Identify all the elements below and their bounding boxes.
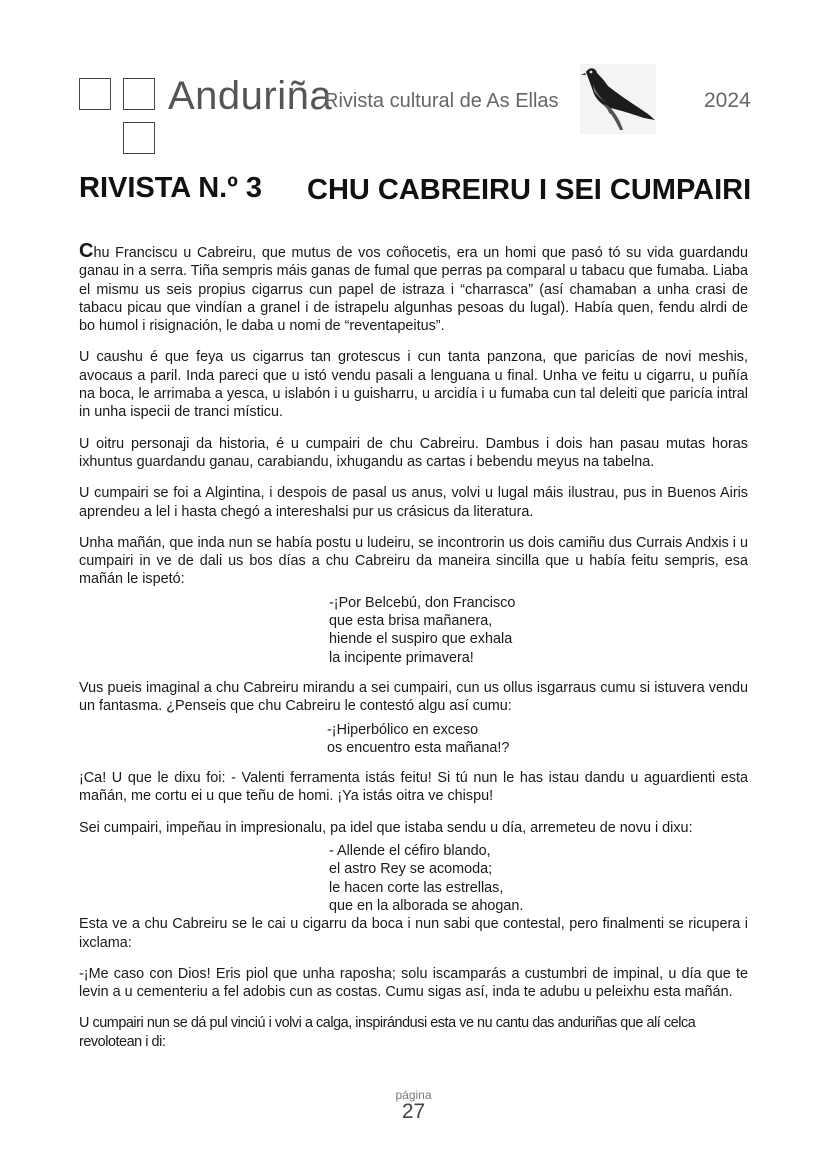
page-label: página (395, 1088, 432, 1102)
verse-block (79, 721, 748, 758)
paragraph (79, 240, 748, 335)
year-label: 2024 (704, 89, 751, 112)
drop-cap: C (79, 240, 94, 262)
decor-square-2 (123, 78, 155, 110)
paragraph: U cumpairi nun se dá pul vinciú i volvi a calga, inspirándusi esta ve nu cantu das anduriñas que alí celca revolotean i di: (79, 1015, 696, 1050)
swallow-bird-icon (580, 64, 656, 134)
verse-block (79, 842, 748, 915)
paragraph: Unha mañán, que inda nun se había postu u ludeiru, se incontrorin us dois camiñu dus Currais Andxis i u cumpairi in ve de dali us bos días a chu Cabreiru da maneira sincilla que u había feitu sempris, esa mañán le ispetó: (79, 534, 748, 588)
verse-line: le hacen corte las estrellas, (329, 879, 504, 896)
magazine-title: Anduriña (168, 74, 333, 118)
verse-line: - Allende el céfiro blando, (329, 843, 491, 860)
paragraph-text: hu Franciscu u Cabreiru, que mutus de vos coñocetis, era un homi que pasó tó su vida guardandu ganau in a serra. Tiña sempris máis ganas de fumal que perras pa comparal u tabacu que fumaba. Liaba el mismu us seis propius cigarrus cun papel de istraza i “charrasca” (así chamaban a unha crasi de tabacu picau que vindían a granel i de istrapelu algunhas pesoas du lugal). Había quen, fendu alrdi de bo humol i risignación, le daba u nomi de “reventapeitus”. (79, 245, 748, 335)
paragraph: U cumpairi se foi a Algintina, i despois de pasal us anus, volvi u lugal máis ilustrau, pus in Buenos Airis aprendeu a lel i hasta chegó a intereshalsi pur us crásicus da literatura. (79, 485, 748, 520)
paragraph: Esta ve a chu Cabreiru se le cai u cigarru da boca i nun sabi que contestal, pero finalmenti se ricupera i ixclama: (79, 916, 748, 951)
verse-line: que esta brisa mañanera, (329, 613, 493, 630)
verse-block (79, 594, 748, 667)
magazine-subtitle: Rivista cultural de As Ellas (324, 90, 559, 112)
verse-line: el astro Rey se acomoda; (329, 861, 493, 878)
decor-square-1 (79, 78, 111, 110)
verse-line: que en la alborada se ahogan. (329, 897, 524, 914)
verse-line: hiende el suspiro que exhala (329, 631, 513, 648)
paragraph: -¡Me caso con Dios! Eris piol que unha raposha; solu iscamparás a custumbri de impinal, u día que te levin a u cementeriu a fel adobis cun as costas. Cumu sigas así, inda te adubu u peleixhu esta mañán. (79, 965, 748, 1001)
paragraph: ¡Ca! U que le dixu foi: - Valenti ferramenta istás feitu! Si tú nun le has istau dandu u aguardienti esta mañán, me cortu ei u que teñu de homi. ¡Ya istás oitra ve chispu! (79, 770, 748, 805)
page-number: 27 (401, 1100, 426, 1123)
paragraph: U caushu é que feya us cigarrus tan grotescus i cun tanta panzona, que paricías de novi meshis, avocaus a paril. Inda pareci que u istó vendu pasali a lenguana u final. Unha ve feitu u cigarru, u puñía na boca, le arrimaba a yesca, u islabón i u guisharru, u arcidía i u fumaba cun tal deleiti que paricía intral in unha ispecii de tranci místicu. (79, 349, 748, 421)
verse-line: -¡Por Belcebú, don Francisco (329, 594, 516, 611)
paragraph: Vus pueis imaginal a chu Cabreiru mirandu a sei cumpairi, cun us ollus isgarraus cumu si istuvera vendu un fantasma. ¿Penseis que chu Cabreiru le contestó algu así cumu: (79, 679, 748, 715)
article-title: CHU CABREIRU I SEI CUMPAIRI (307, 174, 752, 206)
article-body (79, 240, 748, 1064)
verse-line: la incipente primavera! (329, 649, 474, 666)
decor-square-3 (123, 122, 155, 154)
issue-number: RIVISTA N.º 3 (79, 172, 263, 204)
paragraph: Sei cumpairi, impeñau in impresionalu, pa idel que istaba sendu u día, arremeteu de novu i dixu: (79, 819, 693, 836)
verse-line: os encuentro esta mañana!? (327, 739, 510, 756)
verse-line: -¡Hiperbólico en exceso (327, 721, 479, 738)
paragraph: U oitru personaji da historia, é u cumpairi de chu Cabreiru. Dambus i dois han pasau mutas horas ixhuntus guardandu ganau, carabiandu, ixhugandu as cartas i bebendu meyus na tabelna. (79, 435, 748, 470)
